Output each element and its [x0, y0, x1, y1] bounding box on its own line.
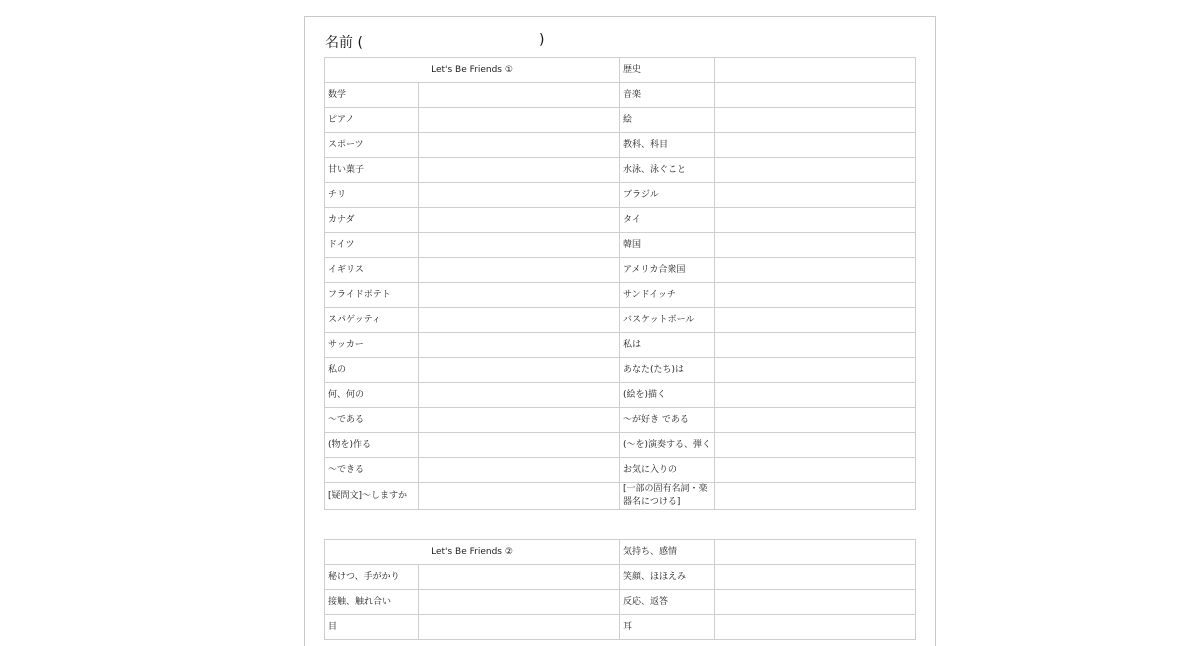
table-row — [325, 408, 916, 433]
vocab-word: お気に入りの — [620, 458, 715, 483]
worksheet-page — [304, 16, 936, 646]
answer-cell — [715, 183, 916, 208]
name-label: 名前 ( — [325, 35, 363, 51]
answer-cell — [715, 208, 916, 233]
vocab-word: サンドイッチ — [620, 283, 715, 308]
vocab-word: 目 — [325, 615, 419, 640]
vocab-word: 数学 — [325, 83, 419, 108]
answer-cell — [715, 233, 916, 258]
vocab-word: (物を)作る — [325, 433, 419, 458]
vocab-word: 甘い菓子 — [325, 158, 419, 183]
vocab-word: スポーツ — [325, 133, 419, 158]
vocab-word: 教科、科目 — [620, 133, 715, 158]
vocab-word: (～を)演奏する、弾く — [620, 433, 715, 458]
vocab-word: フライドポテト — [325, 283, 419, 308]
answer-cell — [715, 333, 916, 358]
table-row — [325, 433, 916, 458]
vocab-word: イギリス — [325, 258, 419, 283]
answer-cell — [419, 208, 620, 233]
answer-cell — [419, 183, 620, 208]
answer-cell — [715, 540, 916, 565]
table-row — [325, 590, 916, 615]
vocab-word: 耳 — [620, 615, 715, 640]
vocab-word: チリ — [325, 183, 419, 208]
vocab-word: 秘けつ、手がかり — [325, 565, 419, 590]
answer-cell — [419, 108, 620, 133]
answer-cell — [715, 408, 916, 433]
vocab-word: タイ — [620, 208, 715, 233]
answer-cell — [715, 383, 916, 408]
vocab-table-2 — [324, 539, 916, 640]
vocab-word: ～できる — [325, 458, 419, 483]
answer-cell — [419, 615, 620, 640]
answer-cell — [715, 458, 916, 483]
answer-cell — [419, 408, 620, 433]
vocab-word: 気持ち、感情 — [620, 540, 715, 565]
answer-cell — [715, 358, 916, 383]
table-title: Let's Be Friends ② — [325, 540, 620, 565]
vocab-word: アメリカ合衆国 — [620, 258, 715, 283]
answer-cell — [419, 158, 620, 183]
answer-cell — [715, 108, 916, 133]
vocab-word: 音楽 — [620, 83, 715, 108]
vocab-word: 絵 — [620, 108, 715, 133]
answer-cell — [715, 133, 916, 158]
answer-cell — [419, 483, 620, 510]
table-row — [325, 358, 916, 383]
table-row — [325, 615, 916, 640]
vocab-word: あなた(たち)は — [620, 358, 715, 383]
vocab-word: ピアノ — [325, 108, 419, 133]
vocab-word: ～である — [325, 408, 419, 433]
table-row — [325, 158, 916, 183]
vocab-table-1 — [324, 57, 916, 510]
vocab-word: ドイツ — [325, 233, 419, 258]
table-row — [325, 208, 916, 233]
table-header-row — [325, 58, 916, 83]
vocab-word: ～が好き である — [620, 408, 715, 433]
table-row — [325, 308, 916, 333]
answer-cell — [419, 258, 620, 283]
vocab-word: 水泳、泳ぐこと — [620, 158, 715, 183]
table-row — [325, 108, 916, 133]
vocab-word: ブラジル — [620, 183, 715, 208]
answer-cell — [715, 483, 916, 510]
vocab-word: 接触、触れ合い — [325, 590, 419, 615]
table-row — [325, 458, 916, 483]
table-row — [325, 565, 916, 590]
vocab-word: 私は — [620, 333, 715, 358]
table-row — [325, 133, 916, 158]
answer-cell — [419, 333, 620, 358]
answer-cell — [715, 158, 916, 183]
vocab-word: 笑顔、ほほえみ — [620, 565, 715, 590]
answer-cell — [419, 358, 620, 383]
table-title: Let's Be Friends ① — [325, 58, 620, 83]
answer-cell — [715, 283, 916, 308]
vocab-word: 歴史 — [620, 58, 715, 83]
table-row — [325, 183, 916, 208]
answer-cell — [715, 615, 916, 640]
vocab-word: 韓国 — [620, 233, 715, 258]
answer-cell — [715, 565, 916, 590]
vocab-word: (絵を)描く — [620, 383, 715, 408]
vocab-word: カナダ — [325, 208, 419, 233]
answer-cell — [715, 590, 916, 615]
vocab-word: バスケットボール — [620, 308, 715, 333]
answer-cell — [419, 133, 620, 158]
answer-cell — [715, 258, 916, 283]
table-row — [325, 283, 916, 308]
table-row — [325, 233, 916, 258]
name-close-paren: ) — [539, 32, 545, 48]
table-row — [325, 333, 916, 358]
vocab-word: 私の — [325, 358, 419, 383]
answer-cell — [419, 83, 620, 108]
answer-cell — [715, 58, 916, 83]
answer-cell — [715, 308, 916, 333]
answer-cell — [419, 433, 620, 458]
name-field — [325, 32, 545, 52]
answer-cell — [715, 83, 916, 108]
answer-cell — [419, 458, 620, 483]
answer-cell — [419, 383, 620, 408]
answer-cell — [419, 565, 620, 590]
table-row — [325, 83, 916, 108]
answer-cell — [419, 283, 620, 308]
vocab-word: 反応、返答 — [620, 590, 715, 615]
table-header-row — [325, 540, 916, 565]
table-row — [325, 258, 916, 283]
vocab-word: [疑問文]～しますか — [325, 483, 419, 510]
vocab-word: スパゲッティ — [325, 308, 419, 333]
table-row — [325, 483, 916, 510]
table-row — [325, 383, 916, 408]
answer-cell — [715, 433, 916, 458]
answer-cell — [419, 308, 620, 333]
vocab-word: [一部の固有名詞・楽器名につける] — [620, 483, 715, 510]
answer-cell — [419, 233, 620, 258]
vocab-word: サッカー — [325, 333, 419, 358]
answer-cell — [419, 590, 620, 615]
vocab-word: 何、何の — [325, 383, 419, 408]
